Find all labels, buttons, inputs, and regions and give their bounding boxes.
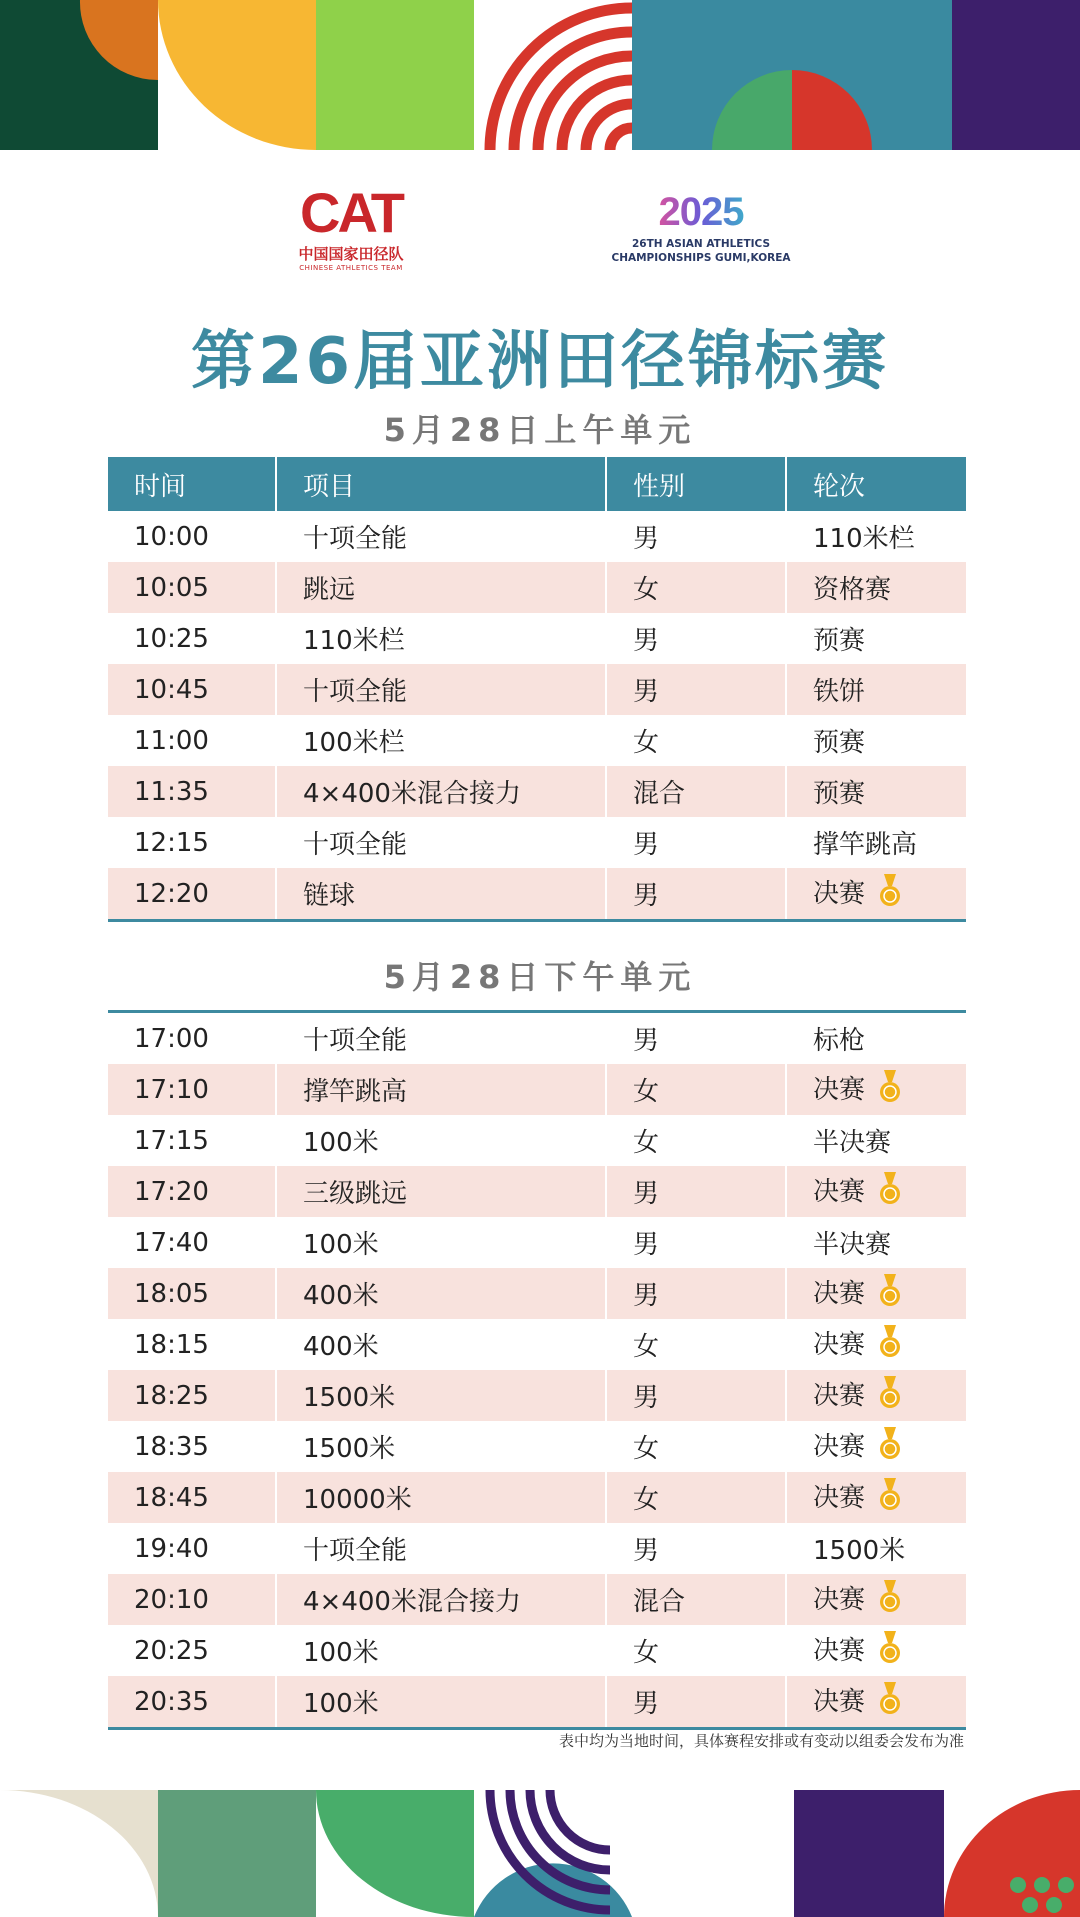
cell-event <box>276 1268 606 1319</box>
cat-logo <box>276 181 426 272</box>
cell-gender <box>606 817 786 868</box>
cell-event <box>276 664 606 715</box>
cell-round-text: 110米栏 <box>813 524 915 554</box>
cell-round-text: 半决赛 <box>813 1128 892 1158</box>
cell-round-text: 决赛 <box>813 1431 866 1462</box>
cell-round <box>786 562 966 613</box>
cell-time <box>108 511 276 562</box>
cell-time <box>108 1115 276 1166</box>
table-row <box>108 1523 966 1574</box>
cell-time-text: 11:00 <box>134 725 209 756</box>
cell-event <box>276 511 606 562</box>
cell-time-text: 20:25 <box>134 1635 209 1666</box>
cell-time-text: 17:40 <box>134 1227 209 1258</box>
bottom-decoration <box>0 1790 1080 1917</box>
cell-gender <box>606 1625 786 1676</box>
cell-round <box>786 715 966 766</box>
cell-round-text: 预赛 <box>813 626 866 656</box>
cell-round <box>786 1012 966 1065</box>
cell-gender-text: 男 <box>633 1230 660 1260</box>
cell-round <box>786 1370 966 1421</box>
cell-gender-text: 男 <box>633 1689 660 1719</box>
cell-time-text: 11:35 <box>134 776 209 807</box>
cell-round-text: 铁饼 <box>813 677 866 707</box>
cell-round <box>786 1574 966 1625</box>
cell-gender <box>606 664 786 715</box>
cell-round-text: 决赛 <box>813 1584 866 1615</box>
table-header-row <box>108 457 966 511</box>
cell-round-text: 标枪 <box>813 1026 866 1056</box>
gold-medal-icon <box>879 1070 901 1111</box>
cell-time-text: 18:05 <box>134 1278 209 1309</box>
cat-logo-name-en: CHINESE ATHLETICS TEAM <box>299 264 403 272</box>
cell-round <box>786 1625 966 1676</box>
cell-time <box>108 715 276 766</box>
cell-gender-text: 女 <box>633 1638 660 1668</box>
cell-gender-text: 女 <box>633 1128 660 1158</box>
cell-round <box>786 1676 966 1729</box>
cell-gender <box>606 1217 786 1268</box>
cell-event-text: 十项全能 <box>303 677 408 707</box>
cell-event <box>276 1574 606 1625</box>
cell-time <box>108 1166 276 1217</box>
header-gender: 性别 <box>606 457 786 511</box>
cell-event <box>276 1625 606 1676</box>
cell-gender-text: 混合 <box>633 779 686 809</box>
cell-event <box>276 1115 606 1166</box>
cell-gender-text: 男 <box>633 1179 660 1209</box>
gold-medal-icon <box>879 1478 901 1519</box>
cell-time <box>108 1268 276 1319</box>
cell-round <box>786 1319 966 1370</box>
cell-time-text: 17:15 <box>134 1125 209 1156</box>
cell-time-text: 18:45 <box>134 1482 209 1513</box>
cell-event <box>276 868 606 921</box>
cell-round <box>786 1268 966 1319</box>
gold-medal-icon <box>879 1682 901 1723</box>
cell-gender-text: 女 <box>633 1332 660 1362</box>
cell-time <box>108 1064 276 1115</box>
cell-event <box>276 1166 606 1217</box>
cell-time <box>108 1319 276 1370</box>
cell-event-text: 100米 <box>303 1638 379 1668</box>
cell-event-text: 1500米 <box>303 1434 396 1464</box>
cell-round-text: 预赛 <box>813 779 866 809</box>
cell-gender <box>606 1370 786 1421</box>
cell-time-text: 10:05 <box>134 572 209 603</box>
gold-medal-icon <box>879 1274 901 1315</box>
page-title: 第26届亚洲田径锦标赛 <box>190 325 890 399</box>
cell-gender <box>606 562 786 613</box>
cell-round-text: 1500米 <box>813 1536 906 1566</box>
cell-round <box>786 1523 966 1574</box>
gold-medal-icon <box>879 874 901 915</box>
top-decoration <box>0 0 1080 150</box>
cell-round-text: 决赛 <box>813 1380 866 1411</box>
table-row <box>108 1012 966 1065</box>
cell-gender <box>606 1421 786 1472</box>
cell-time-text: 10:45 <box>134 674 209 705</box>
cell-gender-text: 男 <box>633 1383 660 1413</box>
cell-event <box>276 613 606 664</box>
cell-time-text: 17:10 <box>134 1074 209 1105</box>
cell-gender-text: 男 <box>633 524 660 554</box>
cell-gender <box>606 1064 786 1115</box>
morning-section-title: 5月28日上午单元 <box>383 411 697 449</box>
cell-event-text: 4×400米混合接力 <box>303 779 521 809</box>
footnote: 表中均为当地时间，具体赛程安排或有变动以组委会发布为准 <box>558 1732 964 1750</box>
cell-time-text: 10:00 <box>134 521 209 552</box>
table-row <box>108 1319 966 1370</box>
cell-event-text: 400米 <box>303 1332 379 1362</box>
gold-medal-icon <box>879 1376 901 1417</box>
cell-gender-text: 女 <box>633 1434 660 1464</box>
cell-time-text: 19:40 <box>134 1533 209 1564</box>
cell-round <box>786 817 966 868</box>
cell-round-text: 预赛 <box>813 728 866 758</box>
cell-round-text: 决赛 <box>813 1635 866 1666</box>
table-row <box>108 664 966 715</box>
cell-gender <box>606 1012 786 1065</box>
table-row <box>108 1268 966 1319</box>
cell-gender <box>606 1574 786 1625</box>
cell-time-text: 18:25 <box>134 1380 209 1411</box>
gold-medal-icon <box>879 1631 901 1672</box>
cell-gender-text: 男 <box>633 1536 660 1566</box>
cell-event <box>276 817 606 868</box>
cell-gender <box>606 1115 786 1166</box>
cell-time-text: 12:20 <box>134 878 209 909</box>
cell-round-text: 撑竿跳高 <box>813 830 918 860</box>
cell-event <box>276 1319 606 1370</box>
cell-gender-text: 男 <box>633 881 660 911</box>
cell-event-text: 链球 <box>303 881 356 911</box>
cell-event-text: 100米栏 <box>303 728 405 758</box>
cell-round <box>786 613 966 664</box>
cell-gender <box>606 1472 786 1523</box>
cell-round <box>786 766 966 817</box>
cat-logo-mark: CAT <box>300 181 402 244</box>
logo-row <box>0 181 1080 285</box>
cell-round-text: 决赛 <box>813 1074 866 1105</box>
cell-event-text: 4×400米混合接力 <box>303 1587 521 1617</box>
cell-time <box>108 817 276 868</box>
cell-time <box>108 1012 276 1065</box>
cell-round <box>786 664 966 715</box>
cell-round <box>786 1064 966 1115</box>
cell-event-text: 110米栏 <box>303 626 405 656</box>
cell-gender-text: 女 <box>633 728 660 758</box>
cell-time-text: 18:15 <box>134 1329 209 1360</box>
cell-event-text: 400米 <box>303 1281 379 1311</box>
afternoon-section-title: 5月28日下午单元 <box>383 958 697 996</box>
cell-round-text: 决赛 <box>813 1176 866 1207</box>
cell-round-text: 决赛 <box>813 878 866 909</box>
cell-event-text: 100米 <box>303 1128 379 1158</box>
cell-event <box>276 715 606 766</box>
cell-event-text: 十项全能 <box>303 830 408 860</box>
cell-time <box>108 868 276 921</box>
morning-table-body <box>108 511 966 921</box>
cell-round <box>786 1217 966 1268</box>
cell-gender-text: 男 <box>633 1281 660 1311</box>
cell-time-text: 12:15 <box>134 827 209 858</box>
cell-time <box>108 1625 276 1676</box>
cell-event-text: 撑竿跳高 <box>303 1077 408 1107</box>
table-row <box>108 613 966 664</box>
cell-gender-text: 女 <box>633 1077 660 1107</box>
championship-logo <box>606 187 796 265</box>
cell-gender-text: 女 <box>633 575 660 605</box>
cell-event <box>276 1217 606 1268</box>
cell-gender <box>606 1523 786 1574</box>
cell-gender-text: 男 <box>633 1026 660 1056</box>
cell-time-text: 17:00 <box>134 1023 209 1054</box>
table-row <box>108 1472 966 1523</box>
cell-gender <box>606 1676 786 1729</box>
table-row <box>108 1625 966 1676</box>
cell-gender-text: 男 <box>633 830 660 860</box>
cell-event <box>276 1421 606 1472</box>
cell-gender-text: 男 <box>633 677 660 707</box>
gold-medal-icon <box>879 1580 901 1621</box>
header-round: 轮次 <box>786 457 966 511</box>
cell-round <box>786 1115 966 1166</box>
cell-time <box>108 1217 276 1268</box>
cell-gender <box>606 868 786 921</box>
afternoon-schedule-table <box>108 1010 966 1730</box>
cell-time-text: 20:35 <box>134 1686 209 1717</box>
cell-time <box>108 562 276 613</box>
cell-event-text: 跳远 <box>303 575 356 605</box>
cell-time-text: 20:10 <box>134 1584 209 1615</box>
cell-event <box>276 1472 606 1523</box>
table-row <box>108 562 966 613</box>
cell-round <box>786 511 966 562</box>
cell-event-text: 十项全能 <box>303 1536 408 1566</box>
cell-gender-text: 女 <box>633 1485 660 1515</box>
cell-time <box>108 1421 276 1472</box>
cell-time <box>108 1523 276 1574</box>
cell-gender <box>606 1268 786 1319</box>
table-row <box>108 715 966 766</box>
table-row <box>108 868 966 921</box>
cell-time <box>108 1676 276 1729</box>
table-row <box>108 1574 966 1625</box>
cell-time <box>108 613 276 664</box>
cell-event <box>276 1370 606 1421</box>
table-row <box>108 1115 966 1166</box>
cell-event-text: 十项全能 <box>303 524 408 554</box>
gold-medal-icon <box>879 1172 901 1213</box>
championship-logo-line2: CHAMPIONSHIPS GUMI,KOREA <box>611 252 791 264</box>
morning-schedule-table <box>108 457 966 922</box>
cell-round <box>786 1421 966 1472</box>
cell-gender <box>606 1166 786 1217</box>
cell-gender <box>606 715 786 766</box>
cell-event-text: 十项全能 <box>303 1026 408 1056</box>
afternoon-table-body <box>108 1012 966 1729</box>
cell-gender <box>606 613 786 664</box>
cell-round <box>786 868 966 921</box>
table-row <box>108 1421 966 1472</box>
cell-time <box>108 664 276 715</box>
cell-event <box>276 766 606 817</box>
cell-event-text: 1500米 <box>303 1383 396 1413</box>
cell-event-text: 三级跳远 <box>303 1179 408 1209</box>
cell-time <box>108 766 276 817</box>
cell-round-text: 决赛 <box>813 1482 866 1513</box>
table-row <box>108 817 966 868</box>
cell-event <box>276 1064 606 1115</box>
gold-medal-icon <box>879 1427 901 1468</box>
championship-logo-mark: 2025 <box>606 187 796 237</box>
cell-round-text: 决赛 <box>813 1278 866 1309</box>
cell-gender-text: 混合 <box>633 1587 686 1617</box>
gold-medal-icon <box>879 1325 901 1366</box>
cell-event <box>276 1012 606 1065</box>
cell-event <box>276 1676 606 1729</box>
cell-event <box>276 1523 606 1574</box>
championship-logo-line1: 26TH ASIAN ATHLETICS <box>631 238 771 250</box>
cell-gender-text: 男 <box>633 626 660 656</box>
cell-event-text: 100米 <box>303 1689 379 1719</box>
cell-gender <box>606 511 786 562</box>
header-time: 时间 <box>108 457 276 511</box>
cat-logo-name-cn: 中国国家田径队 <box>298 245 404 263</box>
cell-event <box>276 562 606 613</box>
cell-gender <box>606 1319 786 1370</box>
cell-event-text: 100米 <box>303 1230 379 1260</box>
table-row <box>108 1676 966 1729</box>
cell-round-text: 半决赛 <box>813 1230 892 1260</box>
table-row <box>108 1166 966 1217</box>
cell-round <box>786 1472 966 1523</box>
cell-time <box>108 1472 276 1523</box>
cell-time-text: 17:20 <box>134 1176 209 1207</box>
cell-round-text: 决赛 <box>813 1686 866 1717</box>
cell-round <box>786 1166 966 1217</box>
cell-event-text: 10000米 <box>303 1485 412 1515</box>
cell-round-text: 资格赛 <box>813 575 892 605</box>
cell-time-text: 18:35 <box>134 1431 209 1462</box>
cell-round-text: 决赛 <box>813 1329 866 1360</box>
table-row <box>108 1064 966 1115</box>
cell-time-text: 10:25 <box>134 623 209 654</box>
cell-time <box>108 1370 276 1421</box>
cell-gender <box>606 766 786 817</box>
table-row <box>108 511 966 562</box>
table-row <box>108 1217 966 1268</box>
table-row <box>108 1370 966 1421</box>
table-row <box>108 766 966 817</box>
header-event: 项目 <box>276 457 606 511</box>
cell-time <box>108 1574 276 1625</box>
